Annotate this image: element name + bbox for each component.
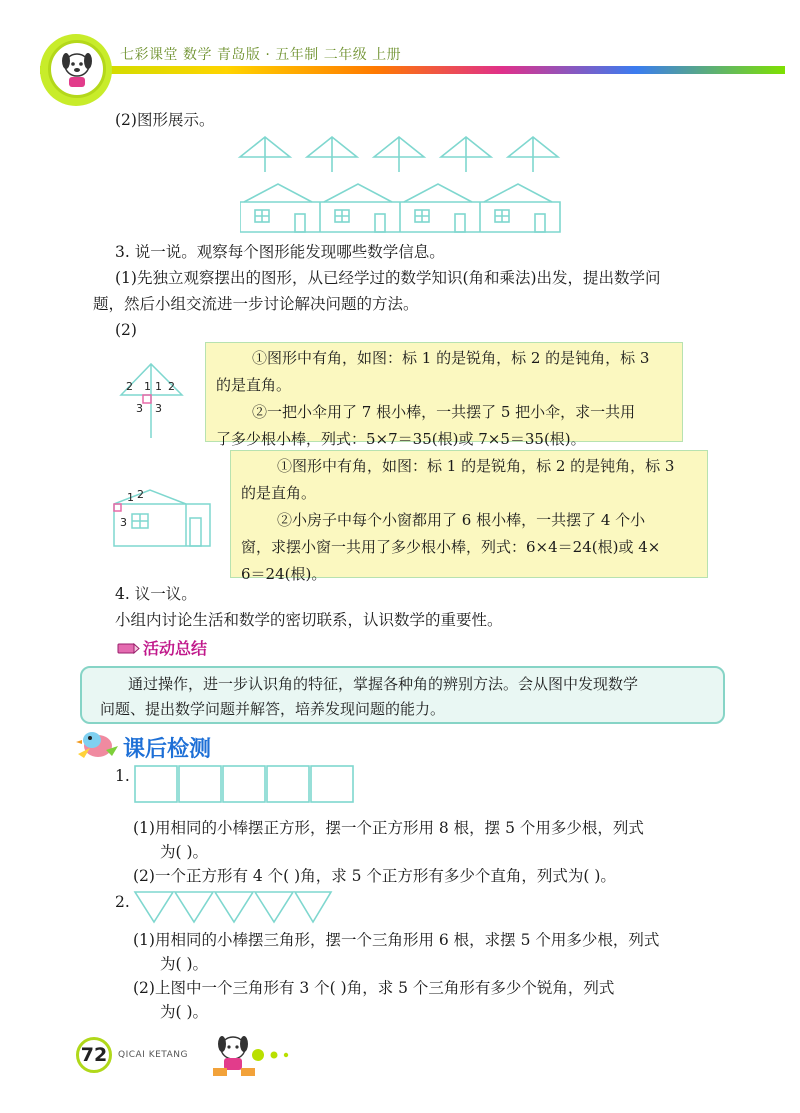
after-class-title: 课后检测 <box>123 737 212 762</box>
box1-line: ②一把小伞用了 7 根小棒，一共摆了 5 把小伞，求一共用 <box>252 403 636 421</box>
house-angle-label-2: 2 <box>137 488 144 501</box>
footer-brand: QICAI KETANG <box>118 1050 188 1060</box>
umbrella-row <box>235 132 575 177</box>
house-angle-label-3: 3 <box>120 516 127 529</box>
triangles-diagram <box>133 890 333 924</box>
pencil-icon <box>116 640 140 656</box>
page-number: 72 <box>76 1037 112 1073</box>
question-1-number: 1. <box>115 767 130 785</box>
q1-part2: (2)一个正方形有 4 个( )角，求 5 个正方形有多少个直角，列式为( )。 <box>133 867 616 885</box>
angle-label-2a: 2 <box>126 380 133 393</box>
box2-line: ②小房子中每个小窗都用了 6 根小棒，一共摆了 4 个小 <box>277 511 646 529</box>
step3-heading: 3. 说一说。观察每个图形能发现哪些数学信息。 <box>115 243 445 261</box>
q2-part2-line2: 为( )。 <box>160 1003 209 1021</box>
q1-part1-line2: 为( )。 <box>160 843 209 861</box>
step3-sub-label: (2) <box>115 321 137 339</box>
angle-label-1b: 1 <box>155 380 162 393</box>
mascot-icon <box>48 40 106 98</box>
house-angle-label-1: 1 <box>127 491 134 504</box>
activity-summary-box <box>80 666 725 724</box>
activity-summary-title: 活动总结 <box>143 639 208 658</box>
step3-paragraph-line1: (1)先独立观察摆出的图形，从已经学过的数学知识(角和乘法)出发，提出数学问 <box>115 269 661 287</box>
box1-line: ①图形中有角，如图：标 1 的是锐角，标 2 的是钝角，标 3 <box>252 349 650 367</box>
answer-box-umbrella <box>205 342 683 448</box>
box2-line: 窗，求摆小窗一共用了多少根小棒，列式：6×4＝24(根)或 4× <box>241 538 661 556</box>
header-rainbow-bar <box>40 66 785 74</box>
header-title: 七彩课堂 数学 青岛版 · 五年制 二年级 上册 <box>120 47 402 63</box>
box1-line: 了多少根小棒，列式：5×7＝35(根)或 7×5＝35(根)。 <box>216 430 586 448</box>
step3-paragraph-line2: 题，然后小组交流进一步讨论解决问题的方法。 <box>93 295 419 313</box>
footer-dots <box>250 1048 300 1062</box>
q2-part1-line2: 为( )。 <box>160 955 209 973</box>
box2-line: ①图形中有角，如图：标 1 的是锐角，标 2 的是钝角，标 3 <box>277 457 675 475</box>
angle-label-2b: 2 <box>168 380 175 393</box>
angle-label-3b: 3 <box>155 402 162 415</box>
angle-label-1a: 1 <box>144 380 151 393</box>
answer-box-house <box>230 450 708 583</box>
box2-line: 6＝24(根)。 <box>241 565 327 583</box>
summary-line1: 通过操作，进一步认识角的特征，掌握各种角的辨别方法。会从图中发现数学 <box>128 675 639 693</box>
step4-text: 小组内讨论生活和数学的密切联系，认识数学的重要性。 <box>115 611 503 629</box>
step4-heading: 4. 议一议。 <box>115 585 197 603</box>
bird-icon <box>76 726 120 762</box>
q1-part1-line1: (1)用相同的小棒摆正方形，摆一个正方形用 8 根，摆 5 个用多少根，列式 <box>133 819 644 837</box>
house-row <box>240 182 570 234</box>
box2-line: 的是直角。 <box>241 484 317 502</box>
angle-label-3a: 3 <box>136 402 143 415</box>
box1-line: 的是直角。 <box>216 376 292 394</box>
summary-line2: 问题、提出数学问题并解答，培养发现问题的能力。 <box>100 700 446 718</box>
q2-part1-line1: (1)用相同的小棒摆三角形，摆一个三角形用 6 根，求摆 5 个用多少根，列式 <box>133 931 660 949</box>
house-diagram <box>112 488 217 548</box>
umbrella-diagram <box>118 360 188 440</box>
q2-part2-line1: (2)上图中一个三角形有 3 个( )角，求 5 个三角形有多少个锐角，列式 <box>133 979 615 997</box>
section-heading: (2)图形展示。 <box>115 111 215 129</box>
question-2-number: 2. <box>115 893 130 911</box>
squares-diagram <box>133 764 358 804</box>
